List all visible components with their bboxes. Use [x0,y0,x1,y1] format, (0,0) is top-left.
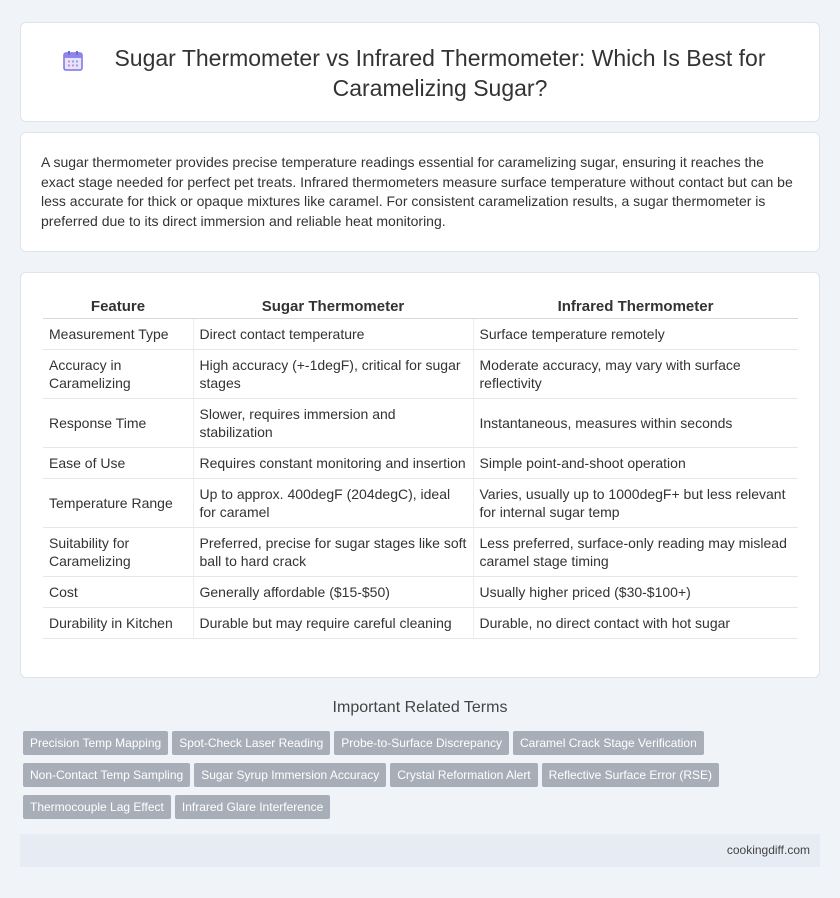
table-row [43,479,798,528]
table-row [43,399,798,448]
table-cell: Cost [43,577,193,608]
related-term-tag[interactable]: Thermocouple Lag Effect [23,795,171,819]
table-header-row [43,293,798,319]
header-infrared-thermometer: Infrared Thermometer [473,293,798,319]
table-cell: Measurement Type [43,319,193,350]
page-title: Sugar Thermometer vs Infrared Thermometer: Which Is Best for Caramelizing Sugar? [114,45,766,101]
table-cell: Varies, usually up to 1000degF+ but less relevant for internal sugar temp [473,479,798,528]
table-cell: Durable but may require careful cleaning [193,608,473,639]
table-cell: Up to approx. 400degF (204degC), ideal for caramel [193,479,473,528]
related-term-tag[interactable]: Spot-Check Laser Reading [172,731,330,755]
table-cell: Less preferred, surface-only reading may mislead caramel stage timing [473,528,798,577]
table-cell: Durability in Kitchen [43,608,193,639]
table-cell: High accuracy (+-1degF), critical for sugar stages [193,350,473,399]
table-row [43,350,798,399]
footer [20,834,820,867]
related-term-tag[interactable]: Sugar Syrup Immersion Accuracy [194,763,386,787]
table-cell: Instantaneous, measures within seconds [473,399,798,448]
table-cell: Generally affordable ($15-$50) [193,577,473,608]
table-row [43,448,798,479]
table-cell: Durable, no direct contact with hot sugar [473,608,798,639]
table-cell: Requires constant monitoring and insertion [193,448,473,479]
table-row [43,577,798,608]
footer-site-link[interactable]: cookingdiff.com [726,843,810,857]
table-cell: Simple point-and-shoot operation [473,448,798,479]
table-cell: Slower, requires immersion and stabilization [193,399,473,448]
table-row [43,319,798,350]
table-cell: Temperature Range [43,479,193,528]
related-term-tag[interactable]: Probe-to-Surface Discrepancy [334,731,509,755]
table-cell: Preferred, precise for sugar stages like soft ball to hard crack [193,528,473,577]
table-cell: Direct contact temperature [193,319,473,350]
related-term-tag[interactable]: Non-Contact Temp Sampling [23,763,190,787]
intro-card [20,132,820,252]
table-row [43,528,798,577]
comparison-card [20,272,820,678]
comparison-table [43,293,798,639]
table-row [43,608,798,639]
table-cell: Ease of Use [43,448,193,479]
table-cell: Response Time [43,399,193,448]
table-cell: Usually higher priced ($30-$100+) [473,577,798,608]
intro-paragraph: A sugar thermometer provides precise temperature readings essential for caramelizing sugar, ensuring it reaches the exact stage needed for perfect pet treats. Infrared thermometers measure surface temperature without contact but can be less accurate for thick or opaque mixtures like caramel. For consistent caramelization results, a sugar thermometer is preferred due to its direct immersion and reliable heat monitoring. [41,154,793,229]
related-term-tag[interactable]: Reflective Surface Error (RSE) [542,763,719,787]
related-term-tag[interactable]: Precision Temp Mapping [23,731,168,755]
related-terms-list [23,731,823,827]
related-term-tag[interactable]: Caramel Crack Stage Verification [513,731,704,755]
related-terms-title: Important Related Terms [332,699,508,716]
related-term-tag[interactable]: Crystal Reformation Alert [390,763,537,787]
header-sugar-thermometer: Sugar Thermometer [193,293,473,319]
table-cell: Accuracy in Caramelizing [43,350,193,399]
title-card [20,22,820,122]
table-cell: Surface temperature remotely [473,319,798,350]
table-cell: Suitability for Caramelizing [43,528,193,577]
related-term-tag[interactable]: Infrared Glare Interference [175,795,330,819]
table-cell: Moderate accuracy, may vary with surface reflectivity [473,350,798,399]
header-feature: Feature [43,293,193,319]
